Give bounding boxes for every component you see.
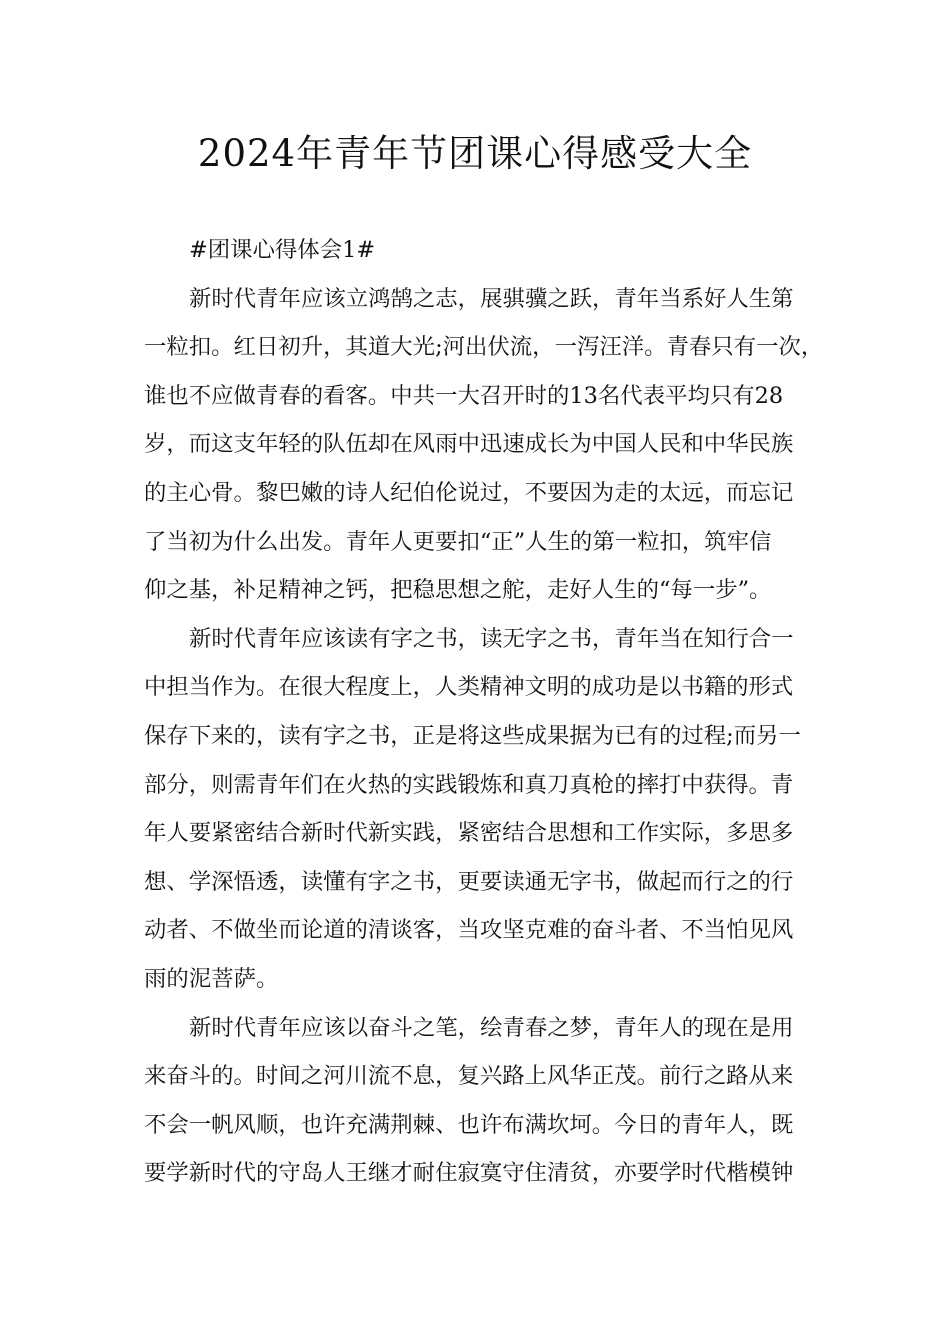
- body-line: 年人要紧密结合新时代新实践，紧密结合思想和工作实际，多思多: [144, 820, 794, 847]
- body-line: 想、学深悟透，读懂有字之书，更要读通无字书，做起而行之的行: [144, 868, 794, 895]
- body-line: 仰之基，补足精神之钙，把稳思想之舵，走好人生的“每一步”。: [144, 577, 772, 604]
- body-line: 部分，则需青年们在火热的实践锻炼和真刀真枪的摔打中获得。青: [144, 771, 794, 798]
- body-line: 雨的泥菩萨。: [144, 965, 279, 992]
- body-line: 一粒扣。红日初升，其道大光;河出伏流，一泻汪洋。青春只有一次，: [144, 334, 824, 361]
- document-body: [144, 226, 824, 1198]
- body-line: 的主心骨。黎巴嫩的诗人纪伯伦说过，不要因为走的太远，而忘记: [144, 479, 794, 506]
- body-line: 保存下来的，读有字之书，正是将这些成果据为已有的过程;而另一: [144, 722, 801, 749]
- body-line: 新时代青年应该读有字之书，读无字之书，青年当在知行合一: [189, 625, 794, 652]
- body-line: 新时代青年应该以奋斗之笔，绘青春之梦，青年人的现在是用: [189, 1014, 794, 1041]
- body-line: 不会一帆风顺，也许充满荆棘、也许布满坎坷。今日的青年人，既: [144, 1111, 794, 1138]
- body-line: 来奋斗的。时间之河川流不息，复兴路上风华正茂。前行之路从来: [144, 1063, 794, 1090]
- body-line: #团课心得体会1#: [189, 237, 376, 263]
- body-line: 岁，而这支年轻的队伍却在风雨中迅速成长为中国人民和中华民族: [144, 431, 794, 458]
- body-line: 要学新时代的守岛人王继才耐住寂寞守住清贫，亦要学时代楷模钟: [144, 1160, 794, 1187]
- body-line: 了当初为什么出发。青年人更要扣“正”人生的第一粒扣，筑牢信: [144, 528, 772, 555]
- body-line: 新时代青年应该立鸿鹄之志，展骐骥之跃，青年当系好人生第: [189, 285, 794, 312]
- body-line: 谁也不应做青春的看客。中共一大召开时的13名代表平均只有28: [144, 382, 784, 409]
- body-line: 动者、不做坐而论道的清谈客，当攻坚克难的奋斗者、不当怕见风: [144, 917, 794, 944]
- body-line: 中担当作为。在很大程度上，人类精神文明的成功是以书籍的形式: [144, 674, 794, 701]
- document-title: 2024年青年节团课心得感受大全: [197, 132, 753, 175]
